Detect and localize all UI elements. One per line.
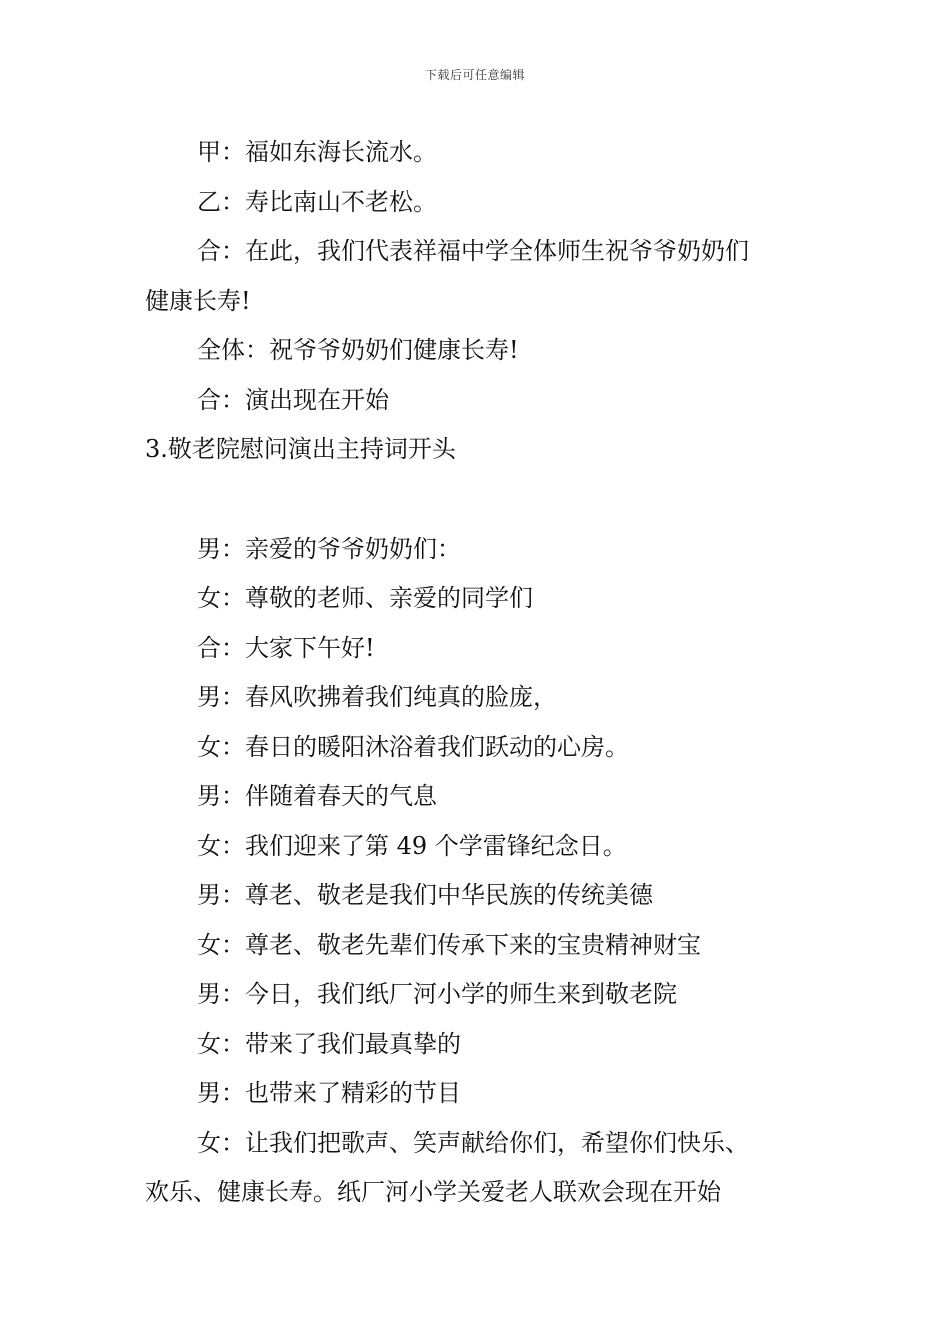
- dialogue-line: 女：春日的暖阳沐浴着我们跃动的心房。: [197, 732, 629, 761]
- dialogue-line: 男：伴随着春天的气息: [197, 782, 437, 810]
- dialogue-line: 合：演出现在开始: [197, 385, 389, 414]
- dialogue-line: 女：尊老、敬老先辈们传承下来的宝贵精神财宝: [197, 930, 701, 959]
- dialogue-line: 女：尊敬的老师、亲爱的同学们: [197, 584, 533, 612]
- dialogue-line: 甲：福如东海长流水。: [197, 138, 437, 166]
- dialogue-line: 乙：寿比南山不老松。: [197, 187, 437, 216]
- dialogue-line: 女：带来了我们最真挚的: [197, 1029, 461, 1058]
- dialogue-line-continuation: 健康长寿!: [145, 286, 251, 315]
- blank-line: [145, 475, 815, 525]
- dialogue-line: 女：让我们把歌声、笑声献给你们，希望你们快乐、: [197, 1128, 749, 1157]
- dialogue-line: 男：春风吹拂着我们纯真的脸庞，: [197, 683, 557, 711]
- dialogue-line-continuation: 欢乐、健康长寿。纸厂河小学关爱老人联欢会现在开始: [145, 1178, 721, 1206]
- dialogue-line: 合：在此，我们代表祥福中学全体师生祝爷爷奶奶们: [197, 237, 749, 265]
- dialogue-line: 男：亲爱的爷爷奶奶们：: [197, 534, 461, 563]
- dialogue-line: 全体：祝爷爷奶奶们健康长寿!: [197, 336, 519, 364]
- document-body: [145, 128, 815, 1218]
- dialogue-line: 女：我们迎来了第 49 个学雷锋纪念日。: [197, 831, 627, 860]
- header-note: 下载后可任意编辑: [424, 68, 525, 82]
- section-heading: 3.敬老院慰问演出主持词开头: [145, 435, 456, 463]
- dialogue-line: 合：大家下午好!: [197, 633, 375, 662]
- dialogue-line: 男：也带来了精彩的节目: [197, 1079, 461, 1107]
- dialogue-line: 男：尊老、敬老是我们中华民族的传统美德: [197, 881, 653, 909]
- dialogue-line: 男：今日，我们纸厂河小学的师生来到敬老院: [197, 980, 677, 1008]
